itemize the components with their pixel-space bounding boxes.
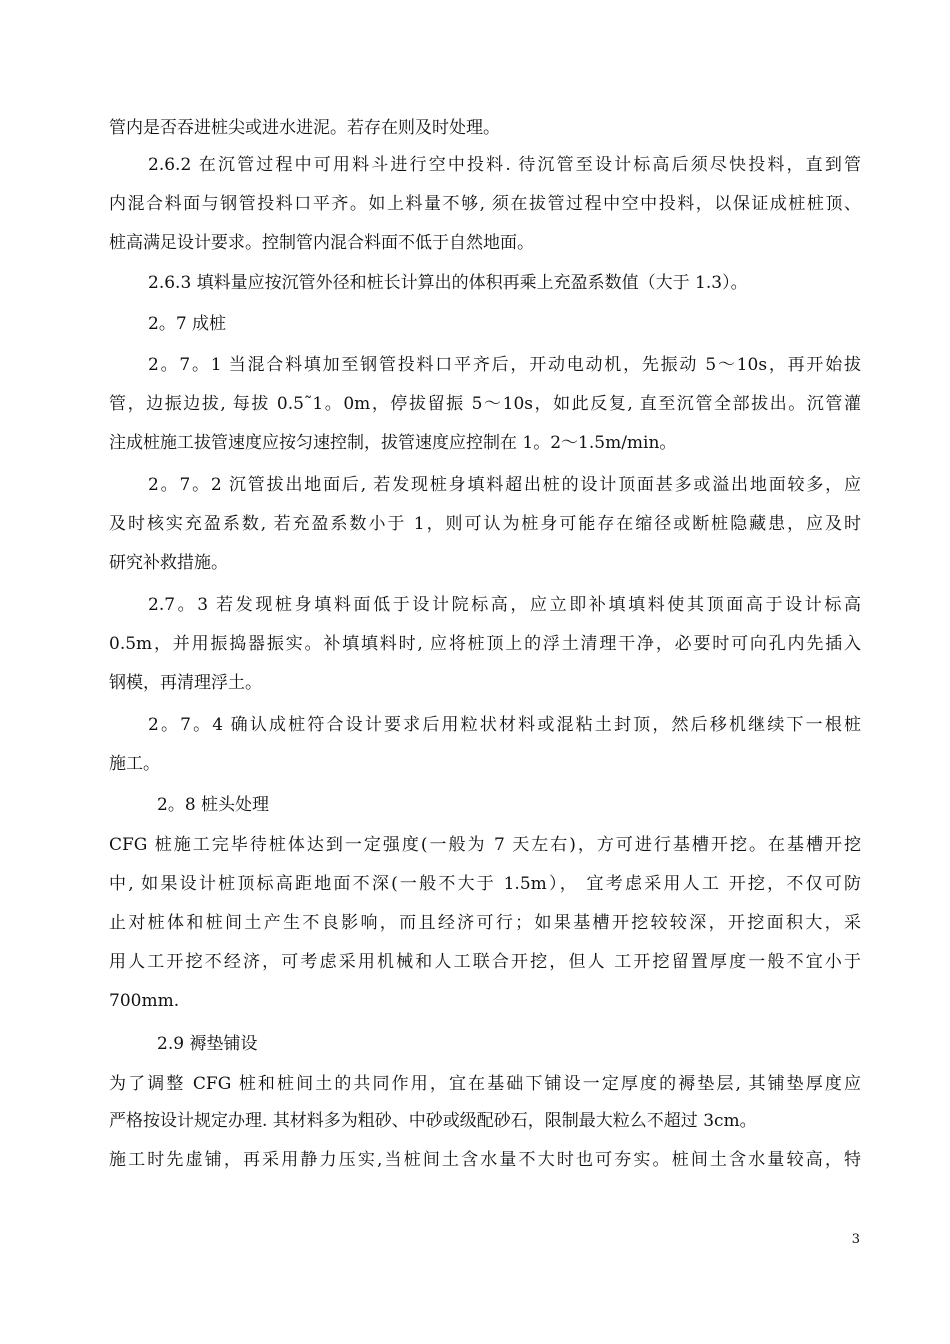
text-line: 管，边振边拔, 每拔 0.5˜1。0m，停拔留振 5～10s，如此反复, 直至沉管全部拔出。沉管灌 (109, 394, 861, 414)
text-line: 施工时先虚铺，再采用静力压实,当桩间土含水量不大时也可夯实。桩间土含水量较高，特 (109, 1150, 861, 1170)
text-line: 用人工开挖不经济，可考虑采用机械和人工联合开挖，但人 工开挖留置厚度一般不宜小于 (109, 952, 861, 972)
text-line: 2。7。2 沉管拔出地面后, 若发现桩身填料超出桩的设计顶面甚多或溢出地面较多，应 (148, 475, 861, 495)
text-line: 2.6.3 填料量应按沉管外径和桩长计算出的体积再乘上充盈系数值（大于 1.3）。 (148, 273, 748, 293)
text-line: 及时核实充盈系数, 若充盈系数小于 1，则可认为桩身可能存在缩径或断桩隐藏患，应及时 (109, 514, 861, 534)
section-heading: 2。7 成桩 (148, 314, 227, 334)
page-number: 3 (851, 1232, 860, 1247)
text-line: 中, 如果设计桩顶标高距地面不深(一般不大于 1.5m）， 宜考虑采用人工 开挖，不仅可防 (109, 874, 861, 894)
text-line: 2.6.2 在沉管过程中可用料斗进行空中投料. 待沉管至设计标高后须尽快投料，直到管 (148, 155, 861, 175)
text-line: 管内是否吞进桩尖或进水进泥。若存在则及时处理。 (109, 118, 500, 138)
section-heading: 2。8 桩头处理 (157, 795, 270, 815)
text-line: 内混合料面与钢管投料口平齐。如上料量不够, 须在拔管过程中空中投料，以保证成桩桩顶、 (109, 194, 861, 214)
text-line: 施工。 (109, 754, 160, 774)
text-line: CFG 桩施工完毕待桩体达到一定强度(一般为 7 天左右)，方可进行基槽开挖。在基槽开挖 (109, 835, 861, 855)
text-line: 桩高满足设计要求。控制管内混合料面不低于自然地面。 (109, 233, 534, 253)
text-line: 0.5m，并用振捣器振实。补填填料时, 应将桩顶上的浮土清理干净，必要时可向孔内先插入 (109, 634, 861, 654)
text-line: 2。7。1 当混合料填加至钢管投料口平齐后，开动电动机，先振动 5～10s，再开始拔 (148, 355, 861, 375)
text-line: 严格按设计规定办理. 其材料多为粗砂、中砂或级配砂石，限制最大粒么不超过 3cm。 (109, 1111, 757, 1131)
section-heading: 2.9 褥垫铺设 (157, 1034, 258, 1054)
text-line: 止对桩体和桩间土产生不良影响，而且经济可行；如果基槽开挖较较深，开挖面积大，采 (109, 913, 861, 933)
text-line: 700mm. (109, 991, 180, 1011)
text-line: 为了调整 CFG 桩和桩间土的共同作用，宜在基础下铺设一定厚度的褥垫层, 其铺垫厚度应 (109, 1074, 861, 1094)
text-line: 2.7。3 若发现桩身填料面低于设计院标高，应立即补填填料使其顶面高于设计标高 (148, 595, 861, 615)
text-line: 2。7。4 确认成桩符合设计要求后用粒状材料或混粘土封顶，然后移机继续下一根桩 (148, 715, 861, 735)
text-line: 钢模，再清理浮土。 (109, 673, 262, 693)
text-line: 注成桩施工拔管速度应按匀速控制，拔管速度应控制在 1。2～1.5m/min。 (109, 433, 677, 453)
text-line: 研究补救措施。 (109, 553, 228, 573)
